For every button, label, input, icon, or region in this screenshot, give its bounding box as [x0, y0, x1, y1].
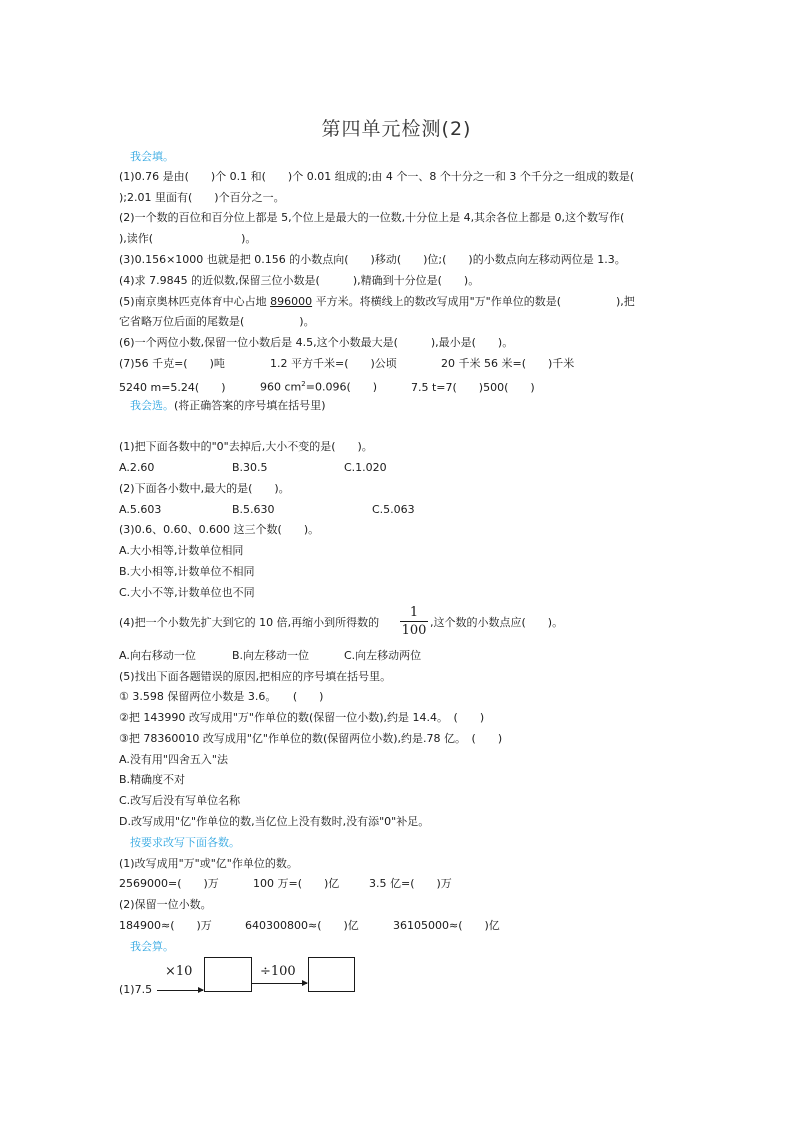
fill-q1-line1: (1)0.76 是由( )个 0.1 和( )个 0.01 组成的;由 4 个一、8 个十分之一和 3 个千分之一组成的数是( [119, 170, 635, 183]
fill-q7-item: (7)56 千克=( )吨 [119, 357, 225, 370]
rewrite-item: 640300800≈( )亿 [245, 919, 359, 932]
choose-q5: (5)找出下面各题错误的原因,把相应的序号填在括号里。 [119, 670, 392, 683]
fill-q5-post: 平方米。将横线上的数改写成用"万"作单位的数是( ),把 [312, 295, 635, 308]
error-item: ③把 78360010 改写成用"亿"作单位的数(保留两位小数),约是.78 亿。 ( ) [119, 732, 503, 745]
arrow-icon [157, 990, 203, 991]
fill-q5-line1 [119, 295, 635, 309]
reason-option: B.精确度不对 [119, 773, 186, 786]
choose-q1: (1)把下面各数中的"0"去掉后,大小不变的是( )。 [119, 440, 373, 453]
fraction-bar [400, 621, 428, 622]
fill-q7-item: 1.2 平方千米=( )公顷 [270, 357, 397, 370]
fill-q1-line2: );2.01 里面有( )个百分之一。 [119, 191, 285, 204]
section-heading-fill: 我会填。 [130, 150, 174, 163]
section-heading-choose: 我会选。(将正确答案的序号填在括号里) [130, 399, 326, 412]
error-item: ① 3.598 保留两位小数是 3.6。 ( ) [119, 690, 324, 703]
reason-option: C.改写后没有写单位名称 [119, 794, 241, 807]
multiply-operator: ×10 [165, 964, 193, 979]
fill-q5-pre: (5)南京奥林匹克体育中心占地 [119, 295, 271, 308]
rewrite-item: 184900≈( )万 [119, 919, 212, 932]
choose-q2: (2)下面各小数中,最大的是( )。 [119, 482, 290, 495]
fraction-denominator: 100 [401, 623, 427, 638]
fill-q3: (3)0.156×1000 也就是把 0.156 的小数点向( )移动( )位;( )的小数点向左移动两位是 1.3。 [119, 253, 626, 266]
fill-q4: (4)求 7.9845 的近似数,保留三位小数是( ),精确到十分位是( )。 [119, 274, 480, 287]
fill-q7-item: 960 $cm^2=0.096$( ) [260, 380, 378, 394]
choose-q4-pre: (4)把一个小数先扩大到它的 10 倍,再缩小到所得数的 [119, 616, 380, 629]
rewrite-q1-items [119, 877, 452, 891]
rewrite-item: 2569000=( )万 [119, 877, 219, 890]
fraction-one-hundredth [400, 605, 428, 638]
answer-box[interactable] [204, 957, 252, 992]
option: B.向左移动一位 [232, 649, 310, 662]
rewrite-q1: (1)改写成用"万"或"亿"作单位的数。 [119, 857, 298, 870]
choose-q3: (3)0.6、0.60、0.600 这三个数( )。 [119, 523, 320, 536]
section-heading-rewrite: 按要求改写下面各数。 [130, 836, 240, 849]
rewrite-item: 3.5 亿=( )万 [369, 877, 452, 890]
rewrite-q2: (2)保留一位小数。 [119, 898, 212, 911]
section-note: (将正确答案的序号填在括号里) [174, 399, 326, 412]
option: B.大小相等,计数单位不相同 [119, 565, 255, 578]
rewrite-q2-items [119, 919, 500, 933]
option: A.2.60 [119, 461, 155, 474]
choose-q1-options [119, 461, 387, 475]
fill-q5-line2: 它省略万位后面的尾数是( )。 [119, 315, 315, 328]
error-item: ②把 143990 改写成用"万"作单位的数(保留一位小数),约是 14.4。 ( ) [119, 711, 485, 724]
option: A.5.603 [119, 503, 162, 516]
option: A.大小相等,计数单位相同 [119, 544, 244, 557]
fill-q7-item: 7.5 t=7( )500( ) [411, 380, 535, 394]
page-title: 第四单元检测(2) [321, 118, 472, 140]
divide-operator: ÷100 [260, 964, 296, 979]
option: A.向右移动一位 [119, 649, 196, 662]
fill-q7-row2 [119, 377, 535, 395]
option: B.30.5 [232, 461, 268, 474]
fill-q7-item: 20 千米 56 米=( )千米 [441, 357, 575, 370]
arrow-icon [251, 983, 307, 984]
choose-q4-post: ,这个数的小数点应( )。 [430, 616, 564, 629]
fill-q2-line2: ),读作( )。 [119, 232, 257, 245]
choose-q4-options [119, 649, 421, 663]
fill-q6: (6)一个两位小数,保留一位小数后是 4.5,这个小数最大是( ),最小是( )。 [119, 336, 514, 349]
rewrite-item: 36105000≈( )亿 [393, 919, 500, 932]
option: C.1.020 [344, 461, 387, 474]
option: C.5.063 [372, 503, 415, 516]
underlined-number: 896000 [270, 295, 313, 308]
fill-q7-row1 [119, 357, 574, 371]
section-heading-calc: 我会算。 [130, 940, 174, 953]
option: C.大小不等,计数单位也不同 [119, 586, 255, 599]
answer-box[interactable] [308, 957, 355, 992]
choose-q2-options [119, 503, 415, 517]
option: B.5.630 [232, 503, 275, 516]
calc-start-number: (1)7.5 [119, 983, 153, 996]
fraction-numerator: 1 [409, 605, 419, 620]
reason-option: D.改写成用"亿"作单位的数,当亿位上没有数时,没有添"0"补足。 [119, 815, 430, 828]
option: C.向左移动两位 [344, 649, 422, 662]
reason-option: A.没有用"四舍五入"法 [119, 753, 228, 766]
fill-q2-line1: (2)一个数的百位和百分位上都是 5,个位上是最大的一位数,十分位上是 4,其余各位上都是 0,这个数写作( [119, 211, 625, 224]
rewrite-item: 100 万=( )亿 [253, 877, 340, 890]
fill-q7-item: 5240 m=5.24( ) [119, 380, 226, 394]
